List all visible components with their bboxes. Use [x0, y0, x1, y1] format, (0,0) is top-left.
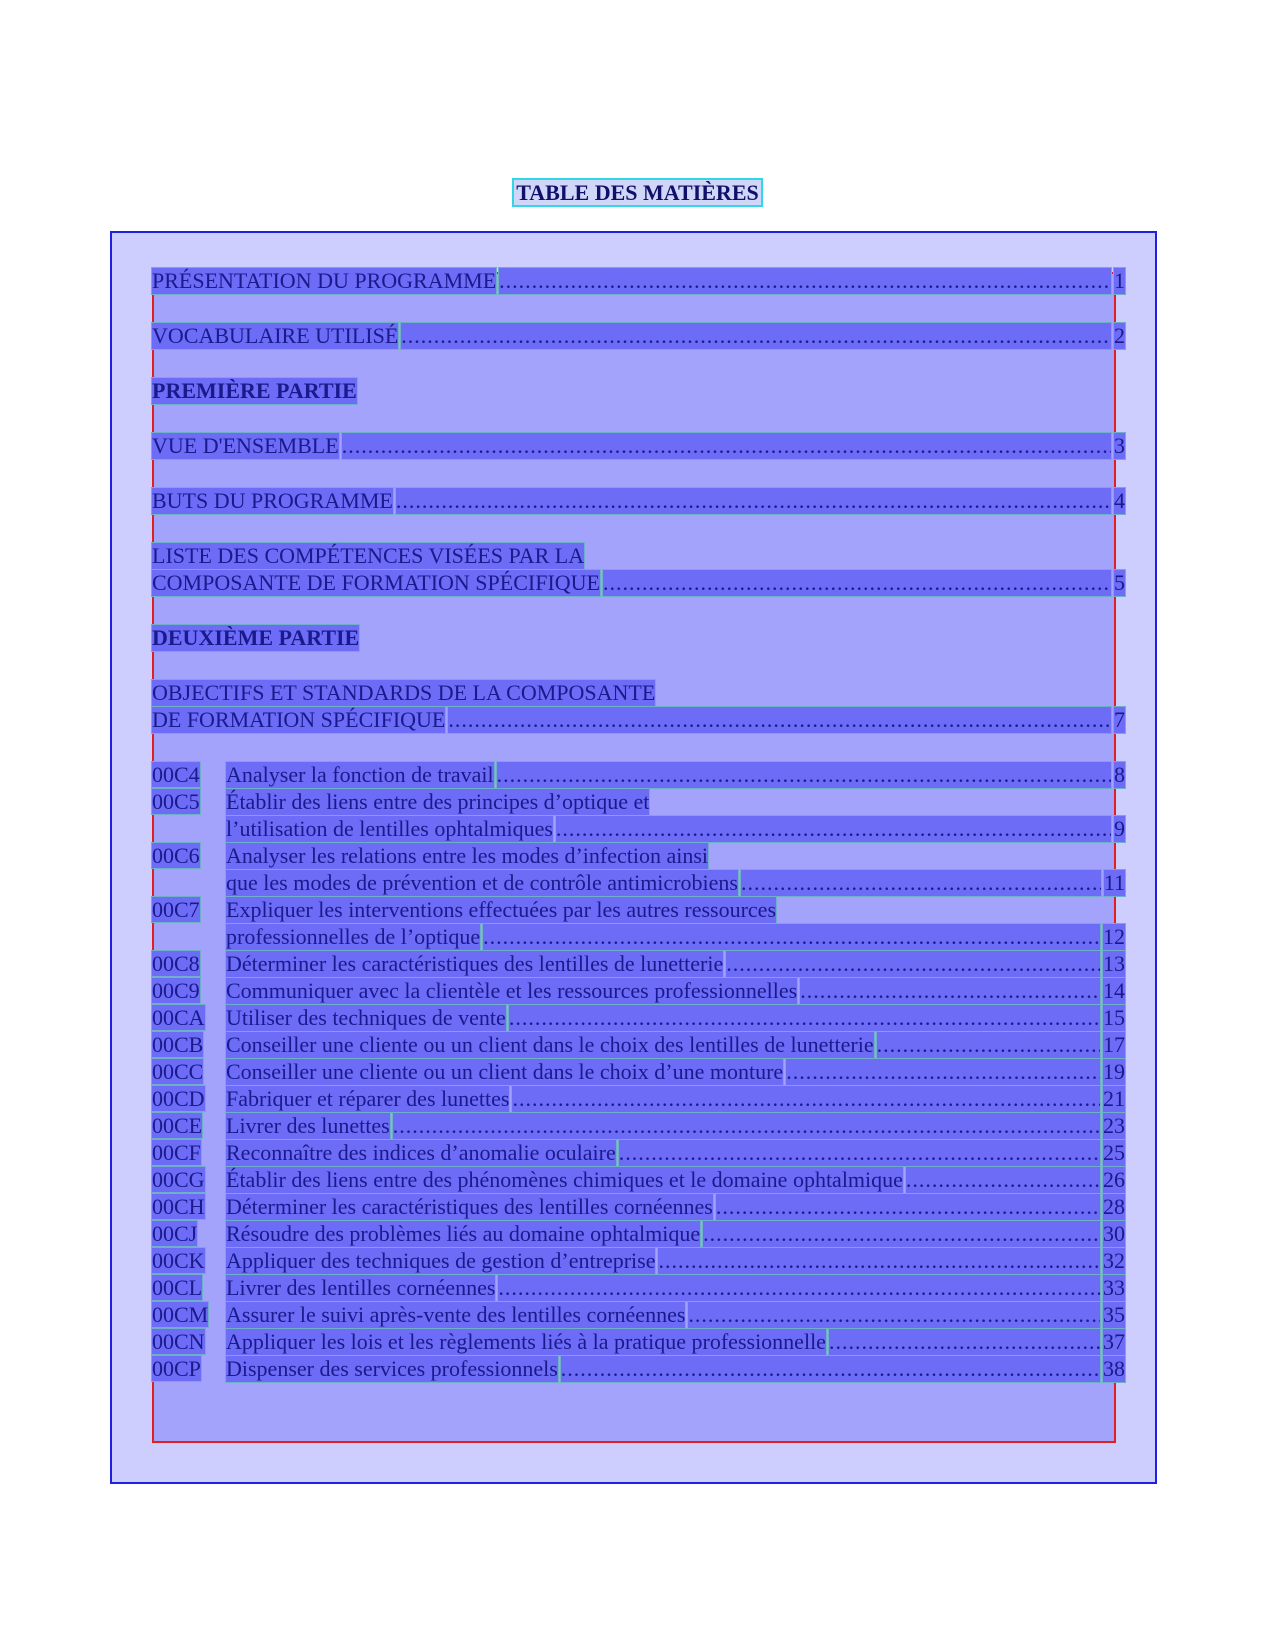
competency-page: 9: [1114, 816, 1125, 841]
competency-entry-00cc[interactable]: [152, 1059, 1125, 1085]
competency-label: Reconnaître des indices d’anomalie oculaire: [226, 1140, 616, 1165]
competency-code: 00CK: [152, 1248, 205, 1273]
competency-label-line1: Expliquer les interventions effectuées par les autres ressources: [226, 897, 776, 922]
competency-page: 33: [1103, 1275, 1125, 1300]
competency-entry-00ch[interactable]: [152, 1194, 1125, 1220]
competency-entry-00ce[interactable]: [152, 1113, 1125, 1139]
toc-part-heading-2: [152, 625, 1125, 651]
dot-leader: [396, 488, 1111, 514]
competency-page: 11: [1103, 870, 1125, 895]
competency-label: Conseiller une cliente ou un client dans le choix d’une monture: [226, 1059, 784, 1084]
competency-page: 25: [1103, 1140, 1125, 1165]
competency-label: Dispenser des services professionnels: [226, 1356, 558, 1381]
competency-label: Analyser la fonction de travail: [226, 762, 494, 787]
competency-label-line2: professionnelles de l’optique: [226, 924, 481, 949]
competency-code: 00CN: [152, 1329, 205, 1354]
dot-leader: [786, 1059, 1100, 1085]
competency-code: 00CL: [152, 1275, 203, 1300]
dot-leader: [448, 707, 1111, 733]
competency-label: Assurer le suivi après-vente des lentilles cornéennes: [226, 1302, 686, 1327]
competency-page: 13: [1103, 951, 1125, 976]
toc-entry-objectifs-cont[interactable]: [152, 707, 1125, 733]
competency-entry-00ck[interactable]: [152, 1248, 1125, 1274]
competency-label: Conseiller une cliente ou un client dans le choix des lentilles de lunetterie: [226, 1032, 874, 1057]
competency-code: 00CH: [152, 1194, 205, 1219]
dot-leader: [556, 816, 1111, 842]
toc-entry-page: 3: [1114, 433, 1125, 458]
competency-page: 23: [1103, 1113, 1125, 1138]
dot-leader: [499, 268, 1111, 294]
competency-entry-00c6[interactable]: [152, 843, 1125, 869]
competency-code: 00C4: [152, 762, 200, 787]
competency-page: 8: [1114, 762, 1125, 787]
dot-leader: [561, 1356, 1100, 1382]
competency-entry-00ca[interactable]: [152, 1005, 1125, 1031]
competency-entry-00c5[interactable]: [152, 789, 1125, 815]
dot-leader: [703, 1221, 1100, 1247]
dot-leader: [393, 1113, 1100, 1139]
competency-entry-00c8[interactable]: [152, 951, 1125, 977]
toc-entry-label: VOCABULAIRE UTILISÉ: [152, 323, 399, 348]
toc-entry-page: 7: [1114, 707, 1125, 732]
competency-page: 35: [1103, 1302, 1125, 1327]
competency-entry-00c7[interactable]: [152, 897, 1125, 923]
competency-label: Appliquer les lois et les règlements liés à la pratique professionnelle: [226, 1329, 826, 1354]
dot-leader: [603, 570, 1111, 596]
dot-leader: [877, 1032, 1100, 1058]
dot-leader: [688, 1302, 1100, 1328]
toc-entry-label-line2: COMPOSANTE DE FORMATION SPÉCIFIQUE: [152, 570, 600, 595]
competency-code: 00CM: [152, 1302, 209, 1327]
dot-leader: [716, 1194, 1100, 1220]
competency-label: Utiliser des techniques de vente: [226, 1005, 506, 1030]
competency-label-line2: l’utilisation de lentilles ophtalmiques: [226, 816, 553, 841]
toc-entry-page: 2: [1114, 323, 1125, 348]
dot-leader: [800, 978, 1100, 1004]
competency-entry-00cg[interactable]: [152, 1167, 1125, 1193]
dot-leader: [342, 433, 1111, 459]
competency-code: 00C7: [152, 897, 200, 922]
toc-entry-page: 5: [1114, 570, 1125, 595]
competency-label: Résoudre des problèmes liés au domaine ophtalmique: [226, 1221, 701, 1246]
toc-entry-page: 4: [1114, 488, 1125, 513]
competency-entry-00c6-cont[interactable]: [152, 870, 1125, 896]
part-heading-label: PREMIÈRE PARTIE: [152, 378, 357, 403]
dot-leader: [483, 924, 1100, 950]
dot-leader: [726, 951, 1100, 977]
competency-label-line1: Analyser les relations entre les modes d’infection ainsi: [226, 843, 709, 868]
competency-label: Communiquer avec la clientèle et les ressources professionnelles: [226, 978, 798, 1003]
competency-code: 00CD: [152, 1086, 205, 1111]
toc-entry-label-line2: DE FORMATION SPÉCIFIQUE: [152, 707, 446, 732]
competency-entry-00c7-cont[interactable]: [152, 924, 1125, 950]
dot-leader: [401, 323, 1111, 349]
part-heading-label: DEUXIÈME PARTIE: [152, 625, 360, 650]
competency-entry-00c9[interactable]: [152, 978, 1125, 1004]
competency-entry-00cp[interactable]: [152, 1356, 1125, 1382]
toc-part-heading-1: [152, 378, 1125, 404]
competency-page: 30: [1103, 1221, 1125, 1246]
competency-page: 32: [1103, 1248, 1125, 1273]
toc-entry-vocabulaire[interactable]: [152, 323, 1125, 349]
competency-label-line1: Établir des liens entre des principes d’optique et: [226, 789, 650, 814]
toc-entry-label: VUE D'ENSEMBLE: [152, 433, 339, 458]
competency-code: 00CP: [152, 1356, 201, 1381]
competency-code: 00CC: [152, 1059, 204, 1084]
competency-code: 00CE: [152, 1113, 203, 1138]
competency-entry-00cm[interactable]: [152, 1302, 1125, 1328]
competency-code: 00CJ: [152, 1221, 198, 1246]
competency-code: 00CG: [152, 1167, 205, 1192]
competency-page: 12: [1103, 924, 1125, 949]
toc-entry-objectifs[interactable]: [152, 680, 1125, 706]
toc-entry-label-line1: OBJECTIFS ET STANDARDS DE LA COMPOSANTE: [152, 680, 656, 705]
competency-code: 00CF: [152, 1140, 201, 1165]
competency-page: 37: [1103, 1329, 1125, 1354]
toc-entry-liste-competences-cont[interactable]: [152, 570, 1125, 596]
competency-entry-00c4[interactable]: [152, 762, 1125, 788]
competency-entry-00c5-cont[interactable]: [152, 816, 1125, 842]
dot-leader: [619, 1140, 1100, 1166]
toc-entry-buts[interactable]: [152, 488, 1125, 514]
competency-entry-00cl[interactable]: [152, 1275, 1125, 1301]
competency-code: 00C8: [152, 951, 200, 976]
competency-entry-00cd[interactable]: [152, 1086, 1125, 1112]
competency-page: 38: [1103, 1356, 1125, 1381]
competency-entry-00cb[interactable]: [152, 1032, 1125, 1058]
competency-page: 17: [1103, 1032, 1125, 1057]
competency-page: 14: [1103, 978, 1125, 1003]
competency-page: 26: [1103, 1167, 1125, 1192]
toc-entry-vue-ensemble[interactable]: [152, 433, 1125, 459]
dot-leader: [509, 1005, 1100, 1031]
competency-label: Livrer des lentilles cornéennes: [226, 1275, 496, 1300]
competency-entry-00cf[interactable]: [152, 1140, 1125, 1166]
competency-page: 15: [1103, 1005, 1125, 1030]
toc-entry-label-line1: LISTE DES COMPÉTENCES VISÉES PAR LA: [152, 543, 585, 568]
competency-label: Établir des liens entre des phénomènes chimiques et le domaine ophtalmique: [226, 1167, 903, 1192]
competency-label: Fabriquer et réparer des lunettes: [226, 1086, 510, 1111]
dot-leader: [512, 1086, 1100, 1112]
dot-leader: [658, 1248, 1100, 1274]
dot-leader: [498, 1275, 1100, 1301]
page-title-text: TABLE DES MATIÈRES: [516, 180, 759, 205]
toc-entry-label: PRÉSENTATION DU PROGRAMME: [152, 268, 497, 293]
toc-entry-liste-competences[interactable]: [152, 543, 1125, 569]
dot-leader: [741, 870, 1101, 896]
competency-code: 00C9: [152, 978, 200, 1003]
dot-leader: [497, 762, 1111, 788]
competency-page: 21: [1103, 1086, 1125, 1111]
competency-code: 00C5: [152, 789, 200, 814]
competency-label-line2: que les modes de prévention et de contrôle antimicrobiens: [226, 870, 738, 895]
competency-label: Déterminer les caractéristiques des lentilles de lunetterie: [226, 951, 724, 976]
competency-code: 00C6: [152, 843, 200, 868]
dot-leader: [829, 1329, 1100, 1355]
page-title: [0, 180, 1275, 206]
toc-entry-page: 1: [1114, 268, 1125, 293]
competency-entry-00cn[interactable]: [152, 1329, 1125, 1355]
competency-code: 00CB: [152, 1032, 204, 1057]
competency-label: Livrer des lunettes: [226, 1113, 390, 1138]
competency-page: 19: [1103, 1059, 1125, 1084]
competency-label: Déterminer les caractéristiques des lentilles cornéennes: [226, 1194, 713, 1219]
toc-entry-presentation[interactable]: [152, 268, 1125, 294]
dot-leader: [906, 1167, 1100, 1193]
competency-page: 28: [1103, 1194, 1125, 1219]
competency-label: Appliquer des techniques de gestion d’entreprise: [226, 1248, 656, 1273]
competency-entry-00cj[interactable]: [152, 1221, 1125, 1247]
toc-entry-label: BUTS DU PROGRAMME: [152, 488, 393, 513]
competency-code: 00CA: [152, 1005, 205, 1030]
